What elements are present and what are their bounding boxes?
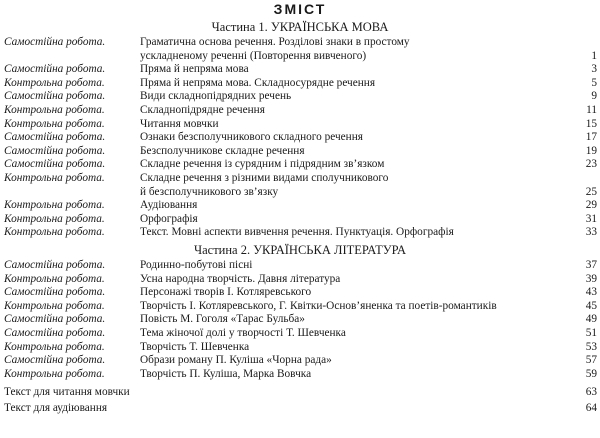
page-number: 51 [585,327,597,339]
extra-title: Текст для читання мовчки [4,386,130,399]
work-type-label: Самостійна робота. [4,259,106,271]
work-type-label: Контрольна робота. [4,367,105,380]
page-number: 31 [585,212,597,225]
work-type-label: Контрольна робота. [4,212,105,225]
work-type-label: Контрольна робота. [4,272,105,285]
work-type-label: Самостійна робота. [4,144,106,157]
entry-title: Пряма й непряма мова [140,63,249,76]
entry-title: Складне речення із сурядним і підрядним зв’язком [140,158,385,171]
entry-title: Види складнопідрядних речень [140,90,292,103]
work-type-label: Самостійна робота. [4,36,106,48]
work-type-label: Контрольна робота. [4,340,105,353]
page-number: 49 [585,313,597,326]
entry-title: Творчість І. Котляревського, Г. Квітки-Основ’яненка та поетів-романтиків [140,299,497,312]
extra-title: Текст для аудіювання [4,402,108,414]
page-number: 3 [591,63,597,76]
entry-title: Родинно-побутові пісні [140,259,253,271]
page-number: 64 [585,402,597,414]
page-number: 19 [585,144,597,157]
work-type-label: Самостійна робота. [4,131,106,144]
page-number: 43 [585,286,597,299]
page-number: 5 [591,76,597,89]
page-number: 15 [585,117,597,130]
work-type-label: Самостійна робота. [4,63,106,76]
work-type-label: Контрольна робота. [4,117,105,130]
page-number: 39 [585,272,597,285]
page-number: 53 [585,340,597,353]
entry-title: Творчість П. Куліша, Марка Вовчка [140,367,312,380]
page-number: 37 [585,259,597,271]
entry-title: Усна народна творчість. Давня література [140,272,341,285]
page-number: 11 [586,104,597,116]
entry-title: ускладненому реченні (Повторення вивченого) [140,49,367,62]
page-number: 57 [585,354,597,367]
part-heading: Частина 2. УКРАЇНСЬКА ЛІТЕРАТУРА [193,243,407,257]
entry-title: Образи роману П. Куліша «Чорна рада» [140,354,332,367]
entry-title: Пряма й непряма мова. Складносурядне речення [140,76,376,89]
page-number: 1 [591,49,597,62]
entry-title: Творчість Т. Шевченка [140,340,250,353]
entry-title: Тема жіночої долі у творчості Т. Шевченка [140,327,346,339]
page-number: 33 [585,226,597,239]
page-number: 45 [585,299,597,312]
entry-title: Текст. Мовні аспекти вивчення речення. Пунктуація. Орфографія [140,226,454,239]
work-type-label: Контрольна робота. [4,172,105,184]
entry-title: Безсполучникове складне речення [140,144,305,157]
entry-title: Читання мовчки [140,117,219,130]
page-number: 17 [585,131,597,144]
work-type-label: Самостійна робота. [4,354,106,367]
entry-title: Аудіювання [140,199,198,212]
entry-title: Персонажі творів І. Котляревського [140,286,312,299]
entry-title: Складне речення з різними видами сполучникового [140,172,389,184]
page-number: 25 [585,185,597,198]
work-type-label: Контрольна робота. [4,104,105,116]
work-type-label: Самостійна робота. [4,90,106,103]
part-heading: Частина 1. УКРАЇНСЬКА МОВА [211,20,389,34]
work-type-label: Самостійна робота. [4,327,106,339]
work-type-label: Самостійна робота. [4,158,106,171]
page-number: 29 [585,199,597,212]
entry-title: й безсполучникового зв’язку [140,185,279,198]
work-type-label: Контрольна робота. [4,76,105,89]
page-number: 63 [585,386,597,399]
work-type-label: Контрольна робота. [4,299,105,312]
work-type-label: Контрольна робота. [4,226,105,239]
entry-title: Повість М. Гоголя «Тарас Бульба» [140,313,305,326]
work-type-label: Самостійна робота. [4,313,106,326]
entry-title: Складнопідрядне речення [140,104,265,116]
page-number: 23 [585,158,597,171]
entry-title: Орфографія [140,212,198,225]
page-title: ЗМІСТ [273,1,327,17]
work-type-label: Самостійна робота. [4,286,106,299]
page-number: 9 [591,90,597,103]
page-number: 59 [585,367,597,380]
work-type-label: Контрольна робота. [4,199,105,212]
entry-title: Ознаки безсполучникового складного речення [140,131,363,144]
entry-title: Граматична основа речення. Розділові знаки в простому [140,36,410,48]
